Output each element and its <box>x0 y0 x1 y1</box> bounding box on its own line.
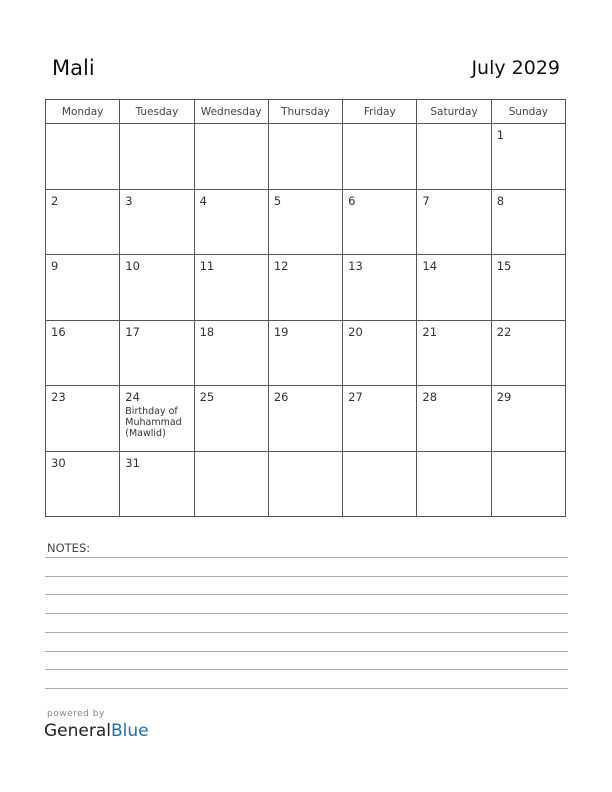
day-cell <box>268 189 342 255</box>
brand-name-part1: General <box>44 721 111 741</box>
weekday-header: Tuesday <box>120 100 194 124</box>
week-row <box>46 255 566 321</box>
day-cell <box>343 124 417 190</box>
month-year-title: July 2029 <box>471 57 560 79</box>
week-row <box>46 189 566 255</box>
week-row <box>46 451 566 517</box>
day-cell <box>343 189 417 255</box>
day-number: 16 <box>51 324 66 339</box>
day-cell <box>120 124 194 190</box>
day-number: 26 <box>273 390 289 404</box>
day-number: 1 <box>496 128 505 142</box>
day-cell <box>194 386 268 452</box>
day-number: 29 <box>496 390 512 404</box>
day-cell <box>46 124 120 190</box>
day-cell <box>417 386 491 452</box>
day-cell <box>491 124 565 190</box>
note-line <box>45 594 568 595</box>
day-cell <box>46 320 120 386</box>
week-row <box>46 124 566 190</box>
day-cell <box>120 451 194 517</box>
day-cell <box>343 451 417 517</box>
day-cell <box>194 189 268 255</box>
day-cell <box>343 320 417 386</box>
day-number: 10 <box>125 259 140 273</box>
day-number: 9 <box>51 259 59 273</box>
day-number: 31 <box>125 455 140 470</box>
powered-by-text: powered by <box>47 709 105 719</box>
day-number <box>46 124 119 128</box>
note-line <box>45 613 568 614</box>
day-number <box>343 124 416 128</box>
day-number: 27 <box>348 390 363 404</box>
day-cell <box>120 320 194 386</box>
day-number <box>417 124 490 128</box>
day-cell <box>491 451 565 517</box>
day-cell <box>194 255 268 321</box>
note-line <box>45 576 568 577</box>
day-number: 22 <box>496 324 512 339</box>
day-number <box>269 452 342 456</box>
day-number: 3 <box>125 193 133 208</box>
day-number <box>269 124 342 128</box>
holiday-label: Birthday of Muhammad (Mawlid) <box>125 406 182 439</box>
day-cell <box>491 320 565 386</box>
day-number: 23 <box>51 390 66 404</box>
day-cell <box>417 320 491 386</box>
day-cell <box>268 386 342 452</box>
day-number: 13 <box>348 259 363 273</box>
day-number <box>492 452 565 456</box>
day-cell <box>120 255 194 321</box>
day-cell <box>194 124 268 190</box>
day-number: 8 <box>496 193 505 208</box>
day-number <box>120 124 193 128</box>
day-cell <box>46 451 120 517</box>
day-number: 5 <box>273 193 282 208</box>
day-cell <box>46 386 120 452</box>
day-cell <box>417 189 491 255</box>
day-cell <box>46 189 120 255</box>
day-number: 6 <box>348 193 356 208</box>
weekday-header: Thursday <box>268 100 342 124</box>
day-cell <box>417 124 491 190</box>
day-cell <box>120 189 194 255</box>
country-title: Mali <box>52 56 95 80</box>
day-number: 20 <box>348 324 363 339</box>
day-number <box>195 124 268 128</box>
brand-name-part2: Blue <box>111 721 149 741</box>
weekday-header: Saturday <box>417 100 491 124</box>
day-cell <box>268 451 342 517</box>
day-number: 15 <box>496 259 512 273</box>
day-number <box>417 452 490 456</box>
day-number <box>343 452 416 456</box>
day-cell <box>120 386 194 452</box>
day-cell <box>417 451 491 517</box>
brand-logo[interactable] <box>44 721 149 741</box>
day-number: 17 <box>125 324 140 339</box>
day-cell <box>491 255 565 321</box>
day-number: 14 <box>422 259 438 273</box>
day-cell <box>491 386 565 452</box>
note-line <box>45 688 568 689</box>
note-line <box>45 651 568 652</box>
day-number: 25 <box>199 390 215 404</box>
day-number: 28 <box>422 390 438 404</box>
weekday-header: Sunday <box>491 100 565 124</box>
calendar-grid <box>45 99 566 517</box>
weekday-header: Friday <box>343 100 417 124</box>
day-cell <box>194 451 268 517</box>
day-cell <box>417 255 491 321</box>
day-number: 12 <box>273 259 289 273</box>
day-number: 18 <box>199 324 215 339</box>
weekday-header: Wednesday <box>194 100 268 124</box>
day-number: 2 <box>51 193 59 208</box>
day-cell <box>343 255 417 321</box>
day-cell <box>343 386 417 452</box>
day-number: 7 <box>422 193 430 208</box>
day-number: 11 <box>199 259 215 273</box>
note-line <box>45 669 568 670</box>
day-number: 30 <box>51 455 66 470</box>
week-row <box>46 320 566 386</box>
day-number <box>195 452 268 456</box>
weekday-header-row <box>46 100 566 124</box>
week-row <box>46 386 566 452</box>
notes-label: NOTES: <box>47 541 91 555</box>
day-number: 24 <box>125 390 140 404</box>
day-cell <box>268 320 342 386</box>
day-cell <box>194 320 268 386</box>
day-number: 19 <box>273 324 289 339</box>
day-number: 21 <box>422 324 438 339</box>
day-cell <box>491 189 565 255</box>
weekday-header: Monday <box>46 100 120 124</box>
day-cell <box>268 124 342 190</box>
note-line <box>45 632 568 633</box>
day-cell <box>46 255 120 321</box>
note-line <box>45 557 568 558</box>
day-number: 4 <box>199 193 207 208</box>
day-cell <box>268 255 342 321</box>
